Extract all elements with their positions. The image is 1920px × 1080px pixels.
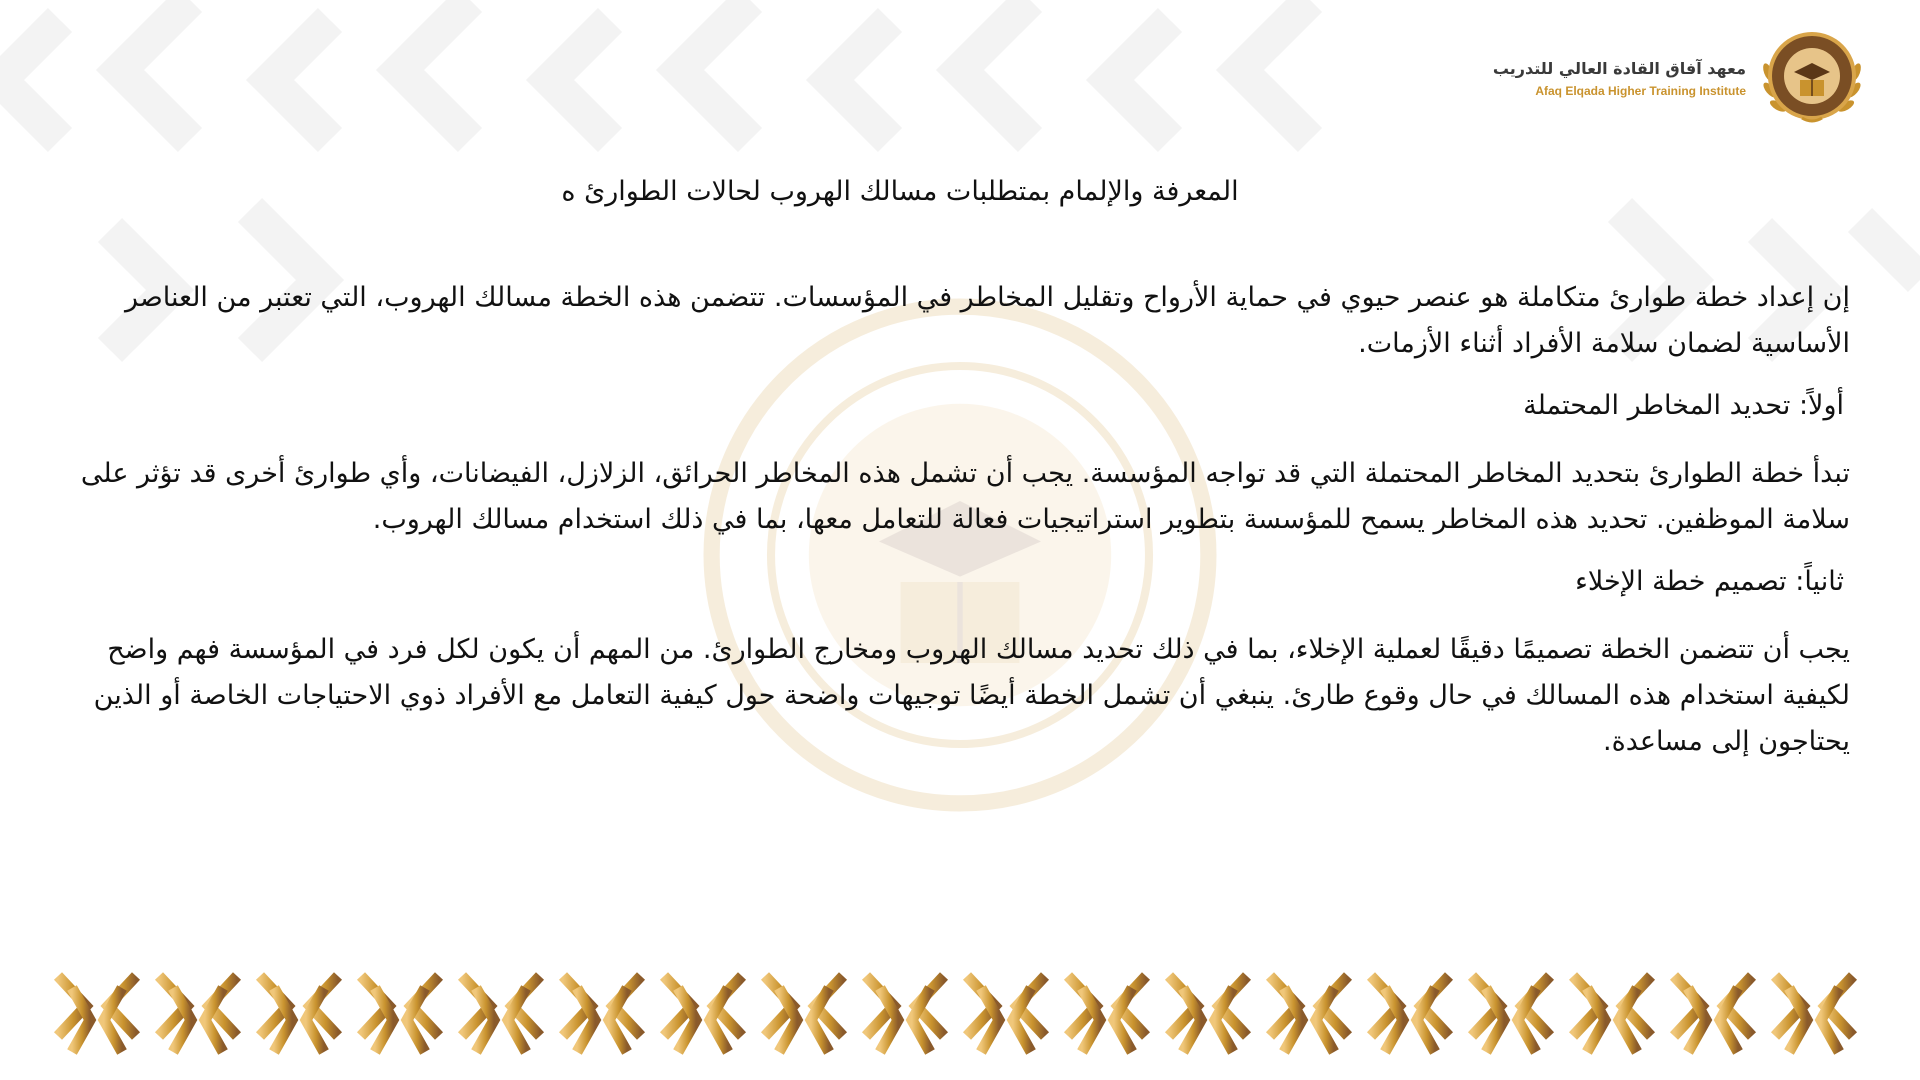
chevron-cross-pattern	[50, 968, 1870, 1060]
section2-heading: ثانياً: تصميم خطة الإخلاء	[1575, 566, 1844, 597]
section2-paragraph: يجب أن تتضمن الخطة تصميمًا دقيقًا لعملية الإخلاء، بما في ذلك تحديد مسالك الهروب ومخارج الطوارئ. من المهم أن يكون لكل فرد في المؤسسة فهم واضح لكيفية استخدام هذه المسالك في حال وقوع طارئ. ينبغي أن تشمل الخطة أيضًا توجيهات واضحة حول كيفية التعامل مع الأفراد ذوي الاحتياجات الخاصة أو الذين يحتاجون إلى مساعدة.	[93, 634, 1850, 757]
page-title: المعرفة والإلمام بمتطلبات مسالك الهروب لحالات الطوارئ ه	[561, 176, 1239, 207]
institute-logo[interactable]	[1493, 22, 1868, 134]
section1-paragraph: تبدأ خطة الطوارئ بتحديد المخاطر المحتملة التي قد تواجه المؤسسة. يجب أن تشمل هذه المخاطر الحرائق، الزلازل، الفيضانات، وأي طوارئ أخرى قد تؤثر على سلامة الموظفين. تحديد هذه المخاطر يسمح للمؤسسة بتطوير استراتيجيات فعالة للتعامل معها، بما في ذلك استخدام مسالك الهروب.	[80, 458, 1850, 535]
logo-text-group	[1493, 59, 1746, 98]
document-body	[70, 275, 1850, 765]
institute-name-ar: معهد آفاق القادة العالي للتدريب	[1492, 58, 1746, 78]
intro-paragraph: إن إعداد خطة طوارئ متكاملة هو عنصر حيوي في حماية الأرواح وتقليل المخاطر في المؤسسات. تتضمن هذه الخطة مسالك الهروب، التي تعتبر من العناصر الأساسية لضمان سلامة الأفراد أثناء الأزمات.	[124, 282, 1850, 359]
institute-seal-icon	[1756, 22, 1868, 134]
institute-name-en: Afaq Elqada Higher Training Institute	[1535, 83, 1746, 98]
section1-heading: أولاً: تحديد المخاطر المحتملة	[1523, 390, 1844, 421]
